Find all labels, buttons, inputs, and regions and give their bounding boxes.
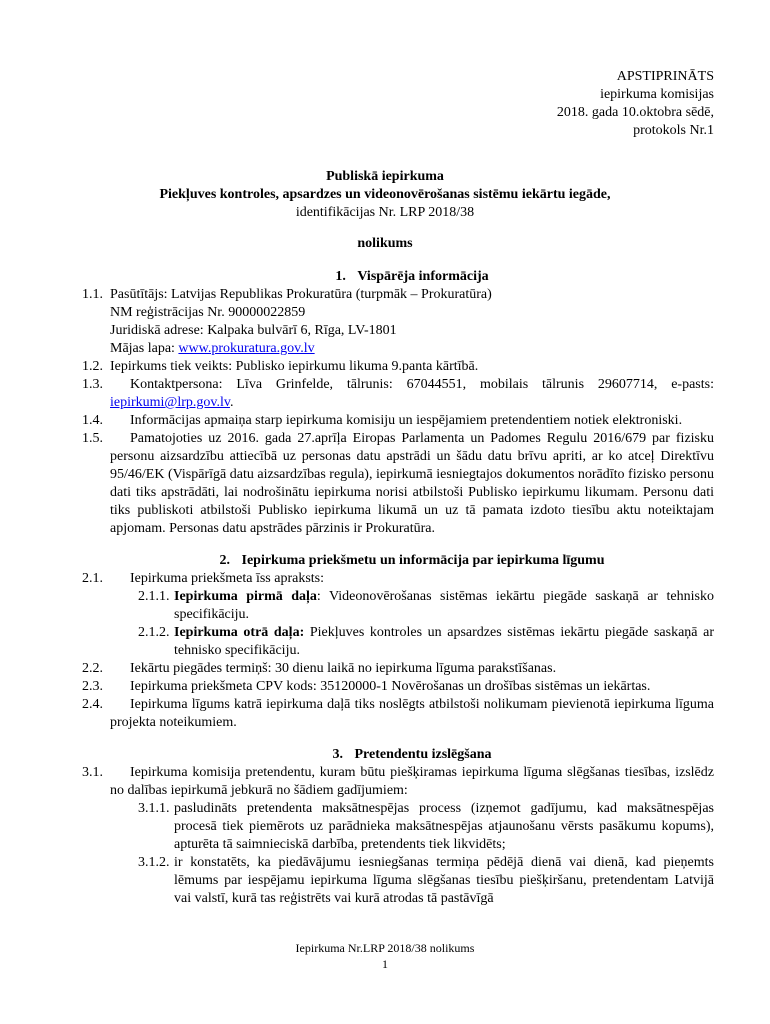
clause-2-1-1: 2.1.1. Iepirkuma pirmā daļa: Videonovērošanas sistēmas iekārtu piegāde saskaņā ar tehnisko specifikāciju. <box>138 589 714 622</box>
section-heading: 1. Vispārēja informācija <box>335 269 489 284</box>
page-number: 1 <box>382 957 388 971</box>
approval-block <box>557 68 714 140</box>
clause-2-2: 2.2. Iekārtu piegādes termiņš: 30 dienu laikā no iepirkuma līguma parakstīšanas. <box>82 661 557 676</box>
title-line: Piekļuves kontroles, apsardzes un videonovērošanas sistēmu iekārtu iegāde, <box>159 187 611 202</box>
section-heading: 2. Iepirkuma priekšmetu un informācija par iepirkuma līgumu <box>219 553 605 568</box>
clause-1-2: 1.2. Iepirkums tiek veikts: Publisko iepirkumu likuma 9.panta kārtībā. <box>82 359 479 374</box>
clause-3-1: 3.1. Iepirkuma komisija pretendentu, kuram būtu piešķiramas iepirkuma līguma slēgšanas tiesības, izslēdz no dalības iepirkumā jebkurā no šādiem gadījumiem: <box>82 765 714 798</box>
clause-2-1-2: 2.1.2. Iepirkuma otrā daļa: Piekļuves kontroles un apsardzes sistēmas iekārtu piegāde saskaņā ar tehnisko specifikāciju. <box>138 625 714 658</box>
clause-1-4: 1.4. Informācijas apmaiņa starp iepirkuma komisiju un iespējamiem pretendentiem notiek elektroniski. <box>82 413 683 428</box>
approval-line: iepirkuma komisijas <box>600 87 714 102</box>
clause-2-1: 2.1. Iepirkuma priekšmeta īss apraksts: <box>82 571 325 586</box>
page-footer <box>0 940 770 972</box>
website-link[interactable]: www.prokuratura.gov.lv <box>178 341 315 356</box>
email-link[interactable]: iepirkumi@lrp.gov.lv <box>110 395 230 410</box>
document-body <box>82 268 714 908</box>
clause-2-4: 2.4. Iepirkuma līgums katrā iepirkuma daļā tiks noslēgts atbilstoši nolikumam pievienotā iepirkuma līguma projekta noteikumiem. <box>82 697 714 730</box>
footer-title: Iepirkuma Nr.LRP 2018/38 nolikums <box>295 941 475 955</box>
section-heading: 3. Pretendentu izslēgšana <box>332 747 492 762</box>
clause-number: 1.1. <box>82 287 103 302</box>
clause-3-1-2: 3.1.2. ir konstatēts, ka piedāvājumu iesniegšanas termiņa pēdējā dienā vai dienā, kad pieņemts lēmums par iespējamu iepirkuma līguma slēgšanas tiesību piešķiršanu, pretendentam Latvijā vai valstī, kurā tas reģistrēts vai kurā atrodas tā pastāvīgā <box>138 855 714 906</box>
approval-line: protokols Nr.1 <box>633 123 714 138</box>
approval-line: 2018. gada 10.oktobra sēdē, <box>556 105 714 120</box>
approval-line: APSTIPRINĀTS <box>616 69 714 84</box>
nolikums-heading: nolikums <box>357 236 413 251</box>
clause-1-3: 1.3. Kontaktpersona: Līva Grinfelde, tālrunis: 67044551, mobilais tālrunis 29607714, e-pasts: iepirkumi@lrp.gov.lv. <box>82 377 714 410</box>
clause-1-1: 1.1. Pasūtītājs: Latvijas Republikas Prokuratūra (turpmāk – Prokuratūra) NM reģistrācijas Nr. 90000022859 Juridiskā adrese: Kalpaka bulvārī 6, Rīga, LV-1801 Mājas lapa: www.prokuratura.gov.lv <box>82 287 492 356</box>
document-title <box>0 168 770 222</box>
title-line: Publiskā iepirkuma <box>326 169 444 184</box>
clause-2-3: 2.3. Iepirkuma priekšmeta CPV kods: 35120000-1 Novērošanas un drošības sistēmas un iekārtas. <box>82 679 651 694</box>
clause-3-1-1: 3.1.1. pasludināts pretendenta maksātnespējas process (izņemot gadījumu, kad maksātnespējas procesā tiek piemērots uz parādnieka maksātnespējas atjaunošanu vērsts pasākumu kopums), apturēta tā saimnieciskā darbība, pretendents tiek likvidēts; <box>138 801 714 852</box>
identification-line: identifikācijas Nr. LRP 2018/38 <box>295 205 475 220</box>
clause-1-5: 1.5. Pamatojoties uz 2016. gada 27.aprīļa Eiropas Parlamenta un Padomes Regulu 2016/679 par fizisku personu aizsardzību attiecībā uz personas datu apstrādi un šādu datu brīvu apriti, ar ko atceļ Direktīvu 95/46/EK (Vispārīgā datu aizsardzības regula), iepirkumā iesniegtajos dokumentos norādīto fizisko personu dati tiks apstrādāti, lai nodrošinātu iepirkuma norisi atbilstoši Publisko iepirkumu likumam. Personu dati tiks publiskoti atbilstoši Publisko iepirkuma likumā un uz tā pamata izdoto tiesību aktu noteiktajam apjomam. Personas datu apstrādes pārzinis ir Prokuratūra. <box>82 431 714 536</box>
